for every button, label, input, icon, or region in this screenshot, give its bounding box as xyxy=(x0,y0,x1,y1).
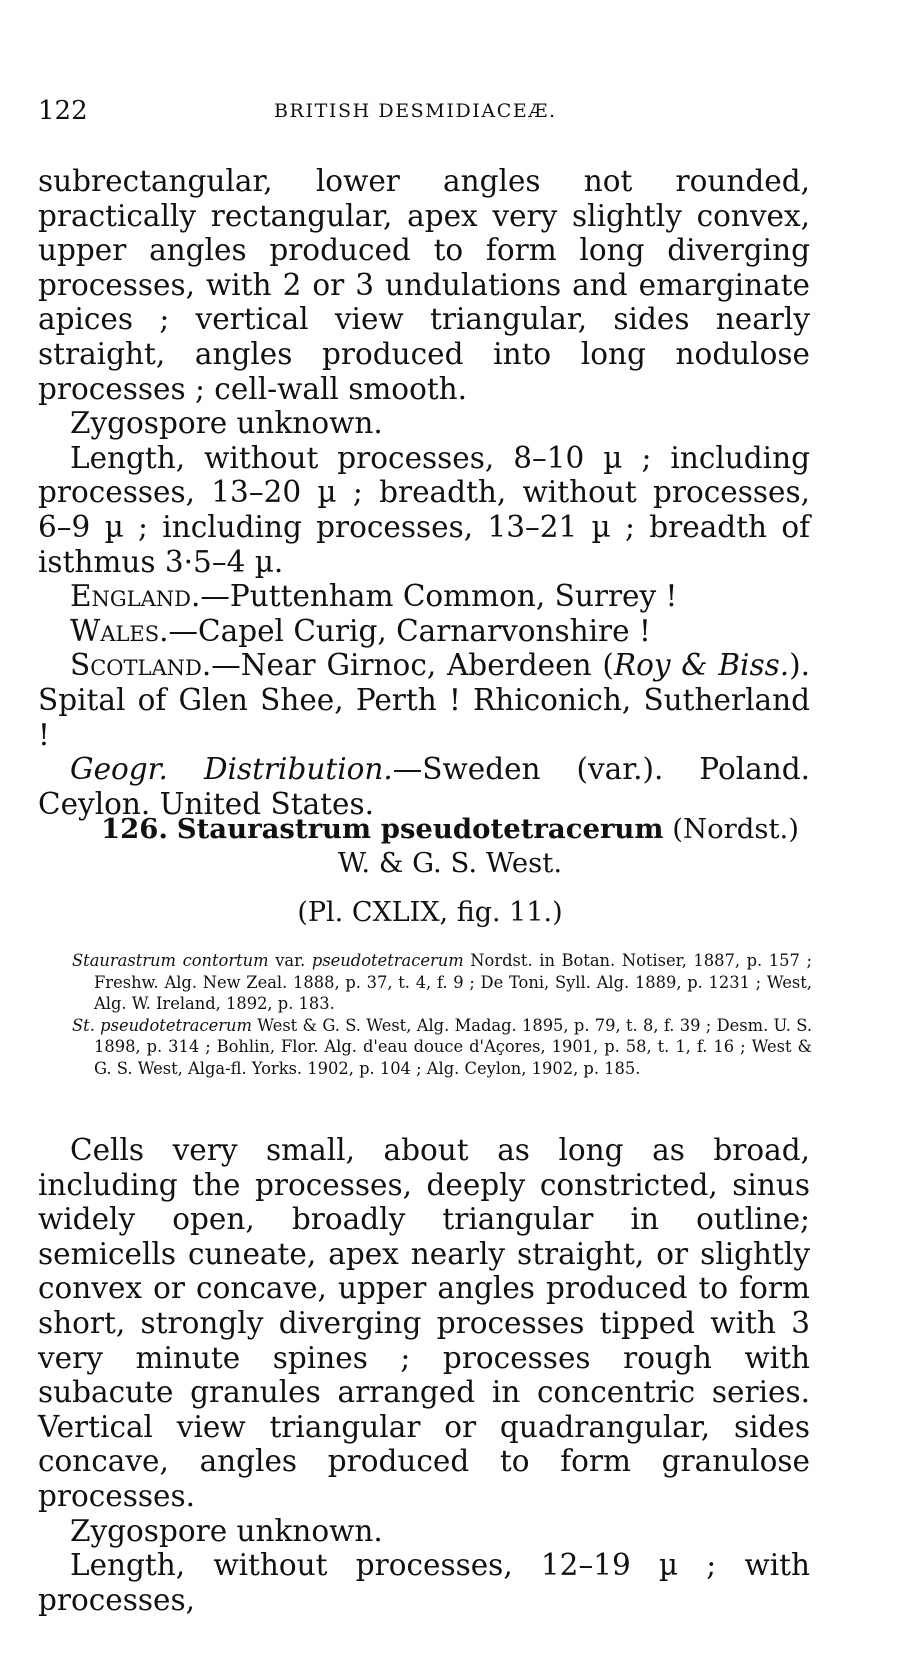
reference-entry xyxy=(72,950,812,1015)
reference-taxon: St. pseudotetracerum xyxy=(72,1015,252,1035)
zygospore-note: Zygospore unknown. xyxy=(70,1513,383,1548)
reference-variety: pseudotetracerum xyxy=(311,951,464,970)
species-name: Staurastrum pseudotetracerum xyxy=(176,813,664,845)
species-126-description xyxy=(38,1133,810,1617)
species-heading-line-1 xyxy=(0,812,900,846)
reference-taxon: Staurastrum contortum xyxy=(72,951,269,970)
reference-connector: var. xyxy=(268,951,312,970)
species-number: 126. xyxy=(100,813,168,845)
reference-citations: West & G. S. West, Alg. Madag. 1895, p. 79, t. 8, f. 39 ; Desm. U. S. 1898, p. 314 ; Bohlin, Flor. Alg. d'eau douce d'Açores, 1901, p. 58, t. 1, f. 16 ; West & G. S. West, Alga-fl. Yorks. 1902, p. 104 ; Alg. Ceylon, 1902, p. 185. xyxy=(94,1015,813,1078)
locality-text-wales: —Capel Curig, Carnarvonshire ! xyxy=(168,613,651,648)
reference-citations: Nordst. in Botan. Notiser, 1887, p. 157 ; Freshw. Alg. New Zeal. 1888, p. 37, t. 4, f. 9 ; De Toni, Syll. Alg. 1889, p. 1231 ; West, Alg. W. Ireland, 1892, p. 183. xyxy=(94,951,812,1013)
species-authority-a: (Nordst.) xyxy=(672,813,800,845)
locality-text-scotland-b: ). Spital of Glen Shee, Perth ! Rhiconich, Sutherland ! xyxy=(38,648,810,752)
reference-entry xyxy=(72,1015,812,1080)
page-number: 122 xyxy=(38,96,88,126)
description-paragraph: subrectangular, lower angles not rounded, practically rectangular, apex very slightly convex, upper angles produced to form long diverging processes, with 2 or 3 undulations and emarginate apices ; vertical view triangular, sides nearly straight, angles produced into long nodulose processes ; cell-wall smooth. xyxy=(38,164,810,406)
region-label-wales: Wales. xyxy=(70,613,169,648)
locality-text-scotland-a: —Near Girnoc, Aberdeen ( xyxy=(211,648,614,683)
species-heading xyxy=(0,812,900,880)
zygospore-note: Zygospore unknown. xyxy=(70,406,383,441)
synonymy-references xyxy=(72,950,812,1079)
dimensions-paragraph: Length, without processes, 8–10 µ ; including processes, 13–20 µ ; breadth, without processes, 6–9 µ ; including processes, 13–21 µ ; breadth of isthmus 3·5–4 µ. xyxy=(38,440,810,579)
geo-distribution-label: Geogr. Distribution. xyxy=(70,752,393,787)
running-title: BRITISH DESMIDIACEÆ. xyxy=(274,100,557,122)
region-label-england: England. xyxy=(70,579,201,614)
region-label-scotland: Scotland. xyxy=(70,648,212,683)
locality-england xyxy=(38,579,810,614)
collector-authority: Roy & Biss. xyxy=(613,648,790,683)
geo-distribution-text: —Sweden (var.). Poland. Ceylon. United States. xyxy=(38,752,810,821)
species-125-continuation xyxy=(38,164,810,821)
running-head xyxy=(38,96,808,130)
dimensions-paragraph: Length, without processes, 12–19 µ ; with processes, xyxy=(38,1548,810,1617)
locality-wales xyxy=(38,614,810,649)
locality-scotland xyxy=(38,648,810,752)
species-authority-b: W. & G. S. West. xyxy=(337,847,563,879)
geographic-distribution xyxy=(38,752,810,821)
plate-reference: (Pl. CXLIX, fig. 11.) xyxy=(297,897,563,928)
description-paragraph: Cells very small, about as long as broad, including the processes, deeply constricted, sinus widely open, broadly triangular in outline; semicells cuneate, apex nearly straight, or slightly convex or concave, upper angles produced to form short, strongly diverging processes tipped with 3 very minute spines ; processes rough with subacute granules arranged in concentric series. Vertical view triangular or quadrangular, sides concave, angles produced to form granulose processes. xyxy=(38,1133,810,1513)
locality-text-england: —Puttenham Common, Surrey ! xyxy=(200,579,678,614)
